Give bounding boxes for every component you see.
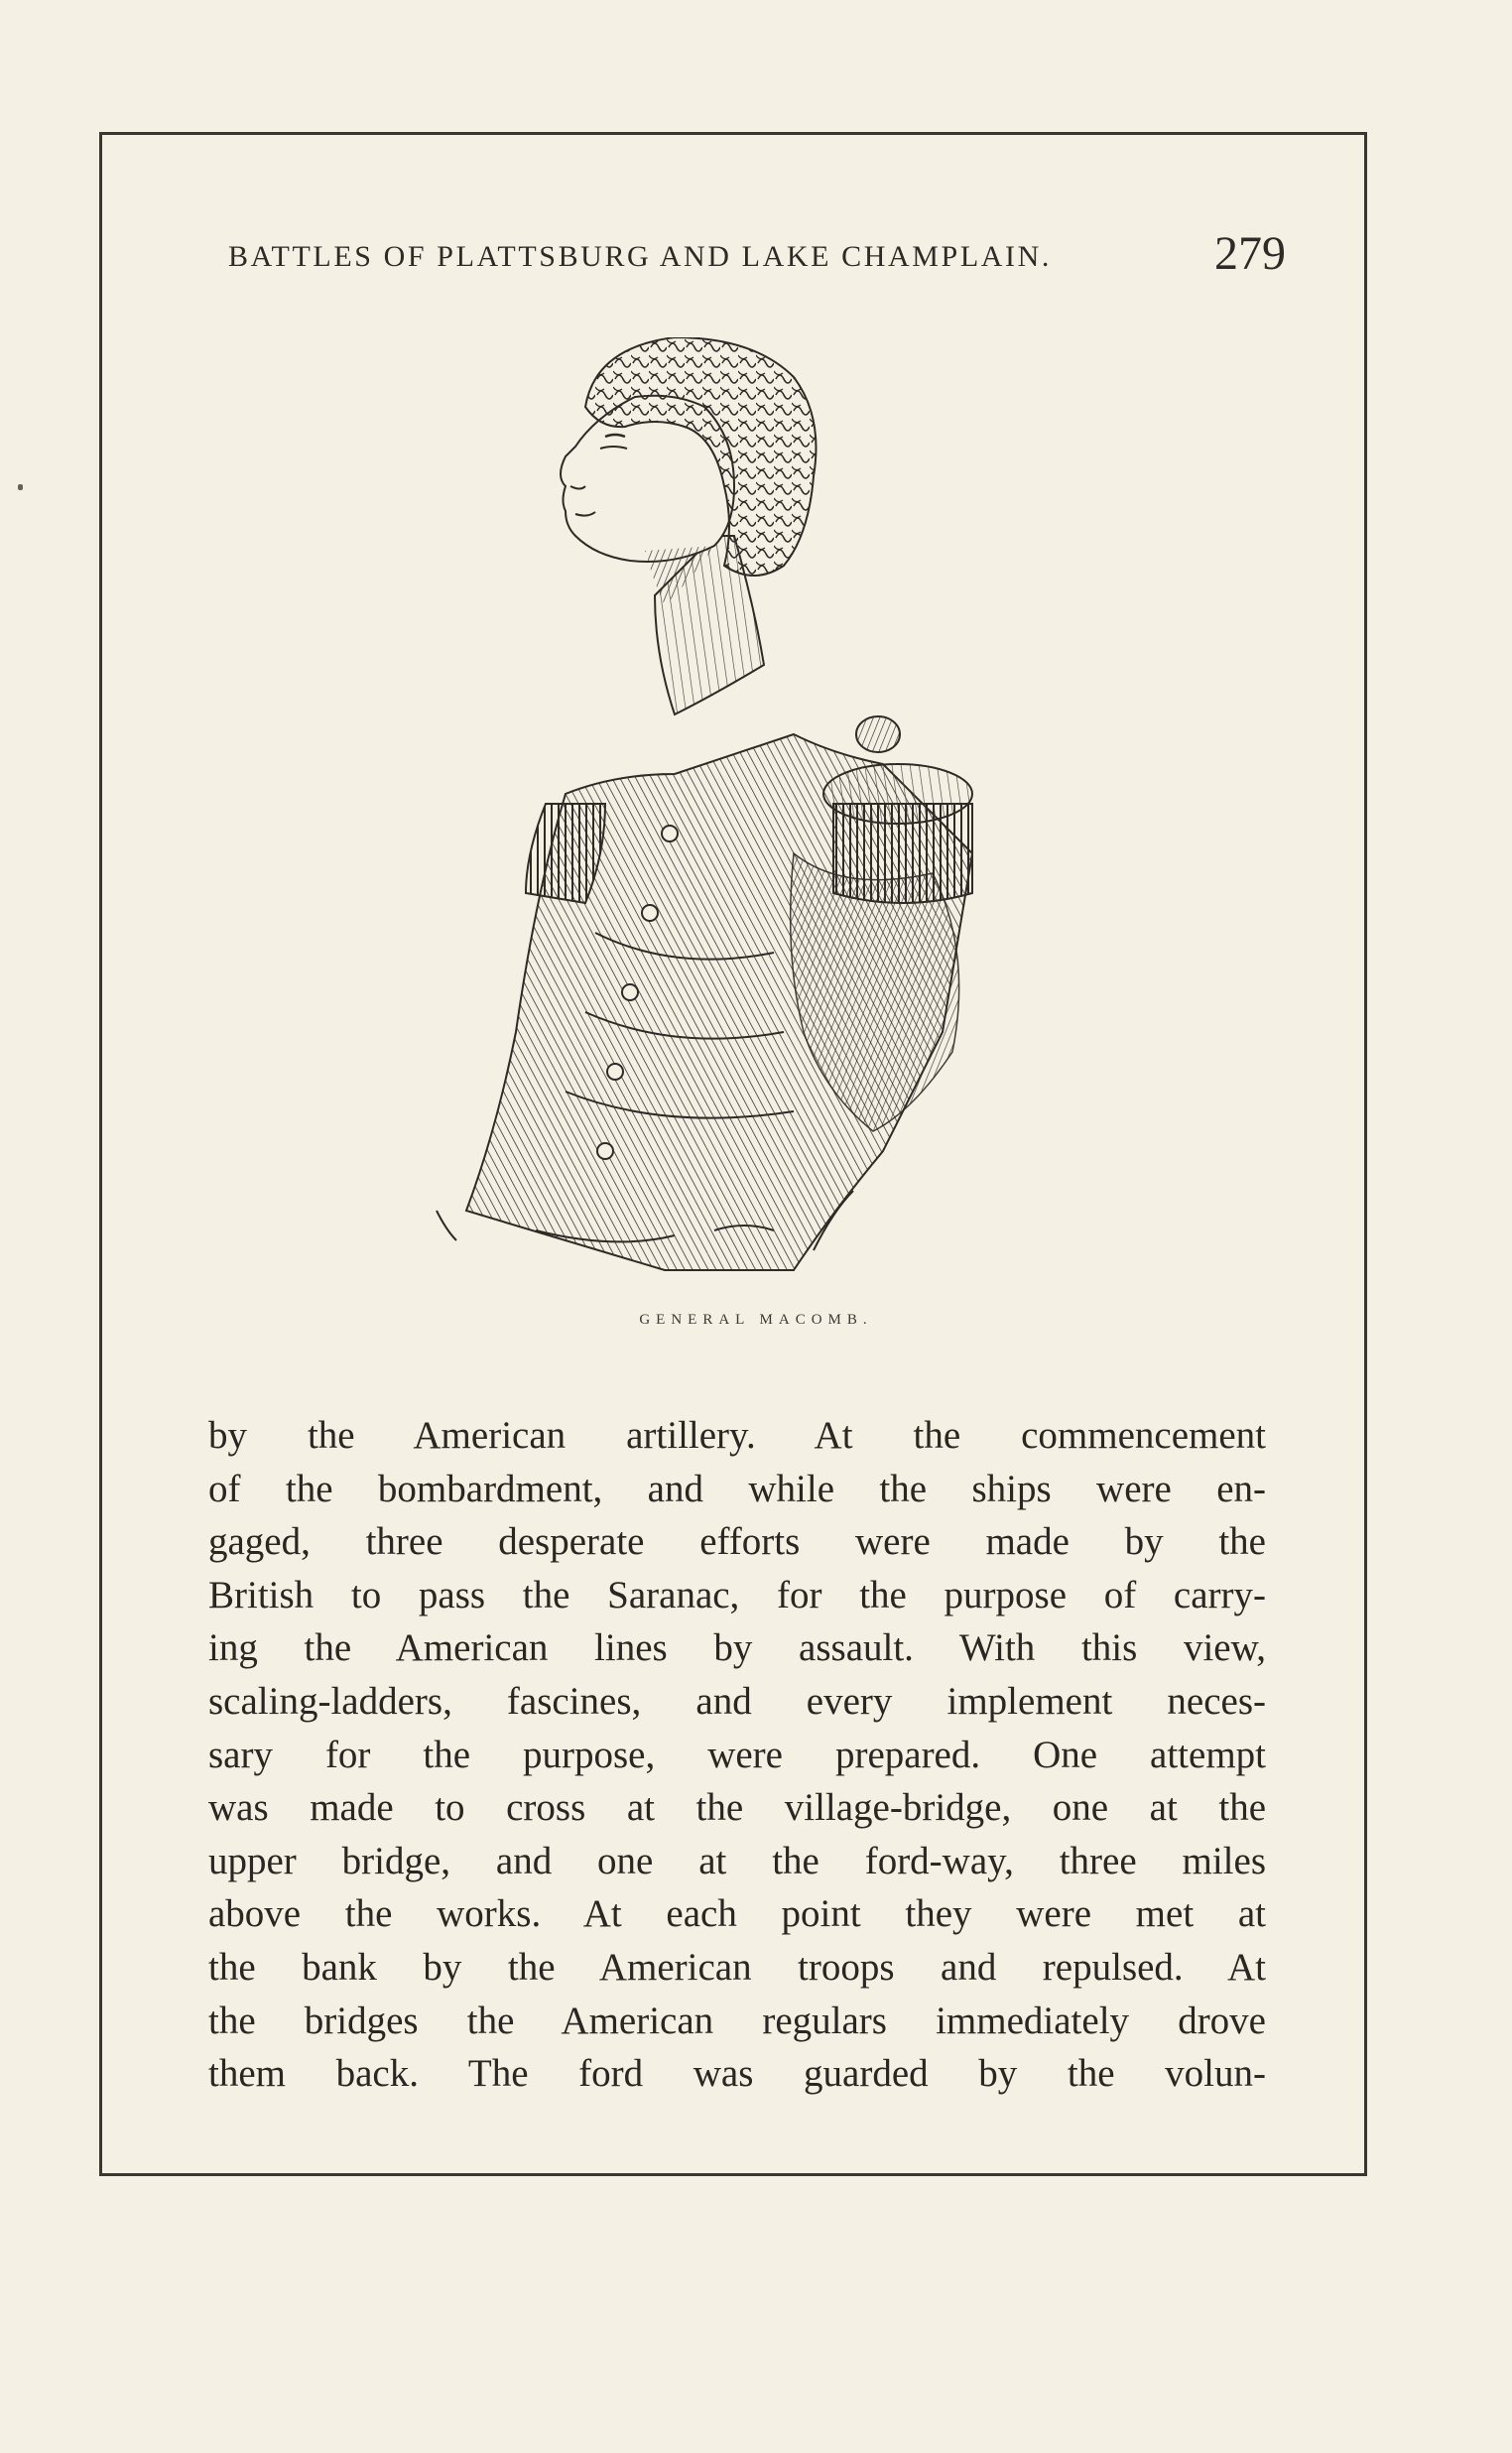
body-line: of the bombardment, and while the ships were en-: [208, 1467, 1266, 1510]
body-line: gaged, three desperate efforts were made by the: [208, 1520, 1266, 1564]
body-line: by the American artillery. At the commencement: [208, 1414, 1266, 1457]
body-line: above the works. At each point they were met at: [208, 1892, 1266, 1936]
portrait-engraving: [417, 337, 1111, 1310]
body-line: them back. The ford was guarded by the volun-: [208, 2052, 1266, 2096]
margin-speck: [18, 484, 23, 490]
body-line: the bank by the American troops and repulsed. At: [208, 1945, 1266, 1989]
body-line: scaling-ladders, fascines, and every implement neces-: [208, 1679, 1266, 1723]
body-line: British to pass the Saranac, for the purpose of carry-: [208, 1573, 1266, 1616]
page-number: 279: [1214, 227, 1286, 280]
body-text: [208, 1409, 1266, 2101]
body-line: upper bridge, and one at the ford-way, three miles: [208, 1839, 1266, 1882]
body-line: sary for the purpose, were prepared. One attempt: [208, 1733, 1266, 1776]
running-head: [228, 226, 1286, 286]
body-line: the bridges the American regulars immediately drove: [208, 1999, 1266, 2042]
body-line: was made to cross at the village-bridge, one at the: [208, 1786, 1266, 1830]
figure-caption: GENERAL MACOMB.: [639, 1312, 873, 1328]
body-line: ing the American lines by assault. With this view,: [208, 1626, 1266, 1670]
running-title: BATTLES OF PLATTSBURG AND LAKE CHAMPLAIN.: [228, 240, 1052, 273]
